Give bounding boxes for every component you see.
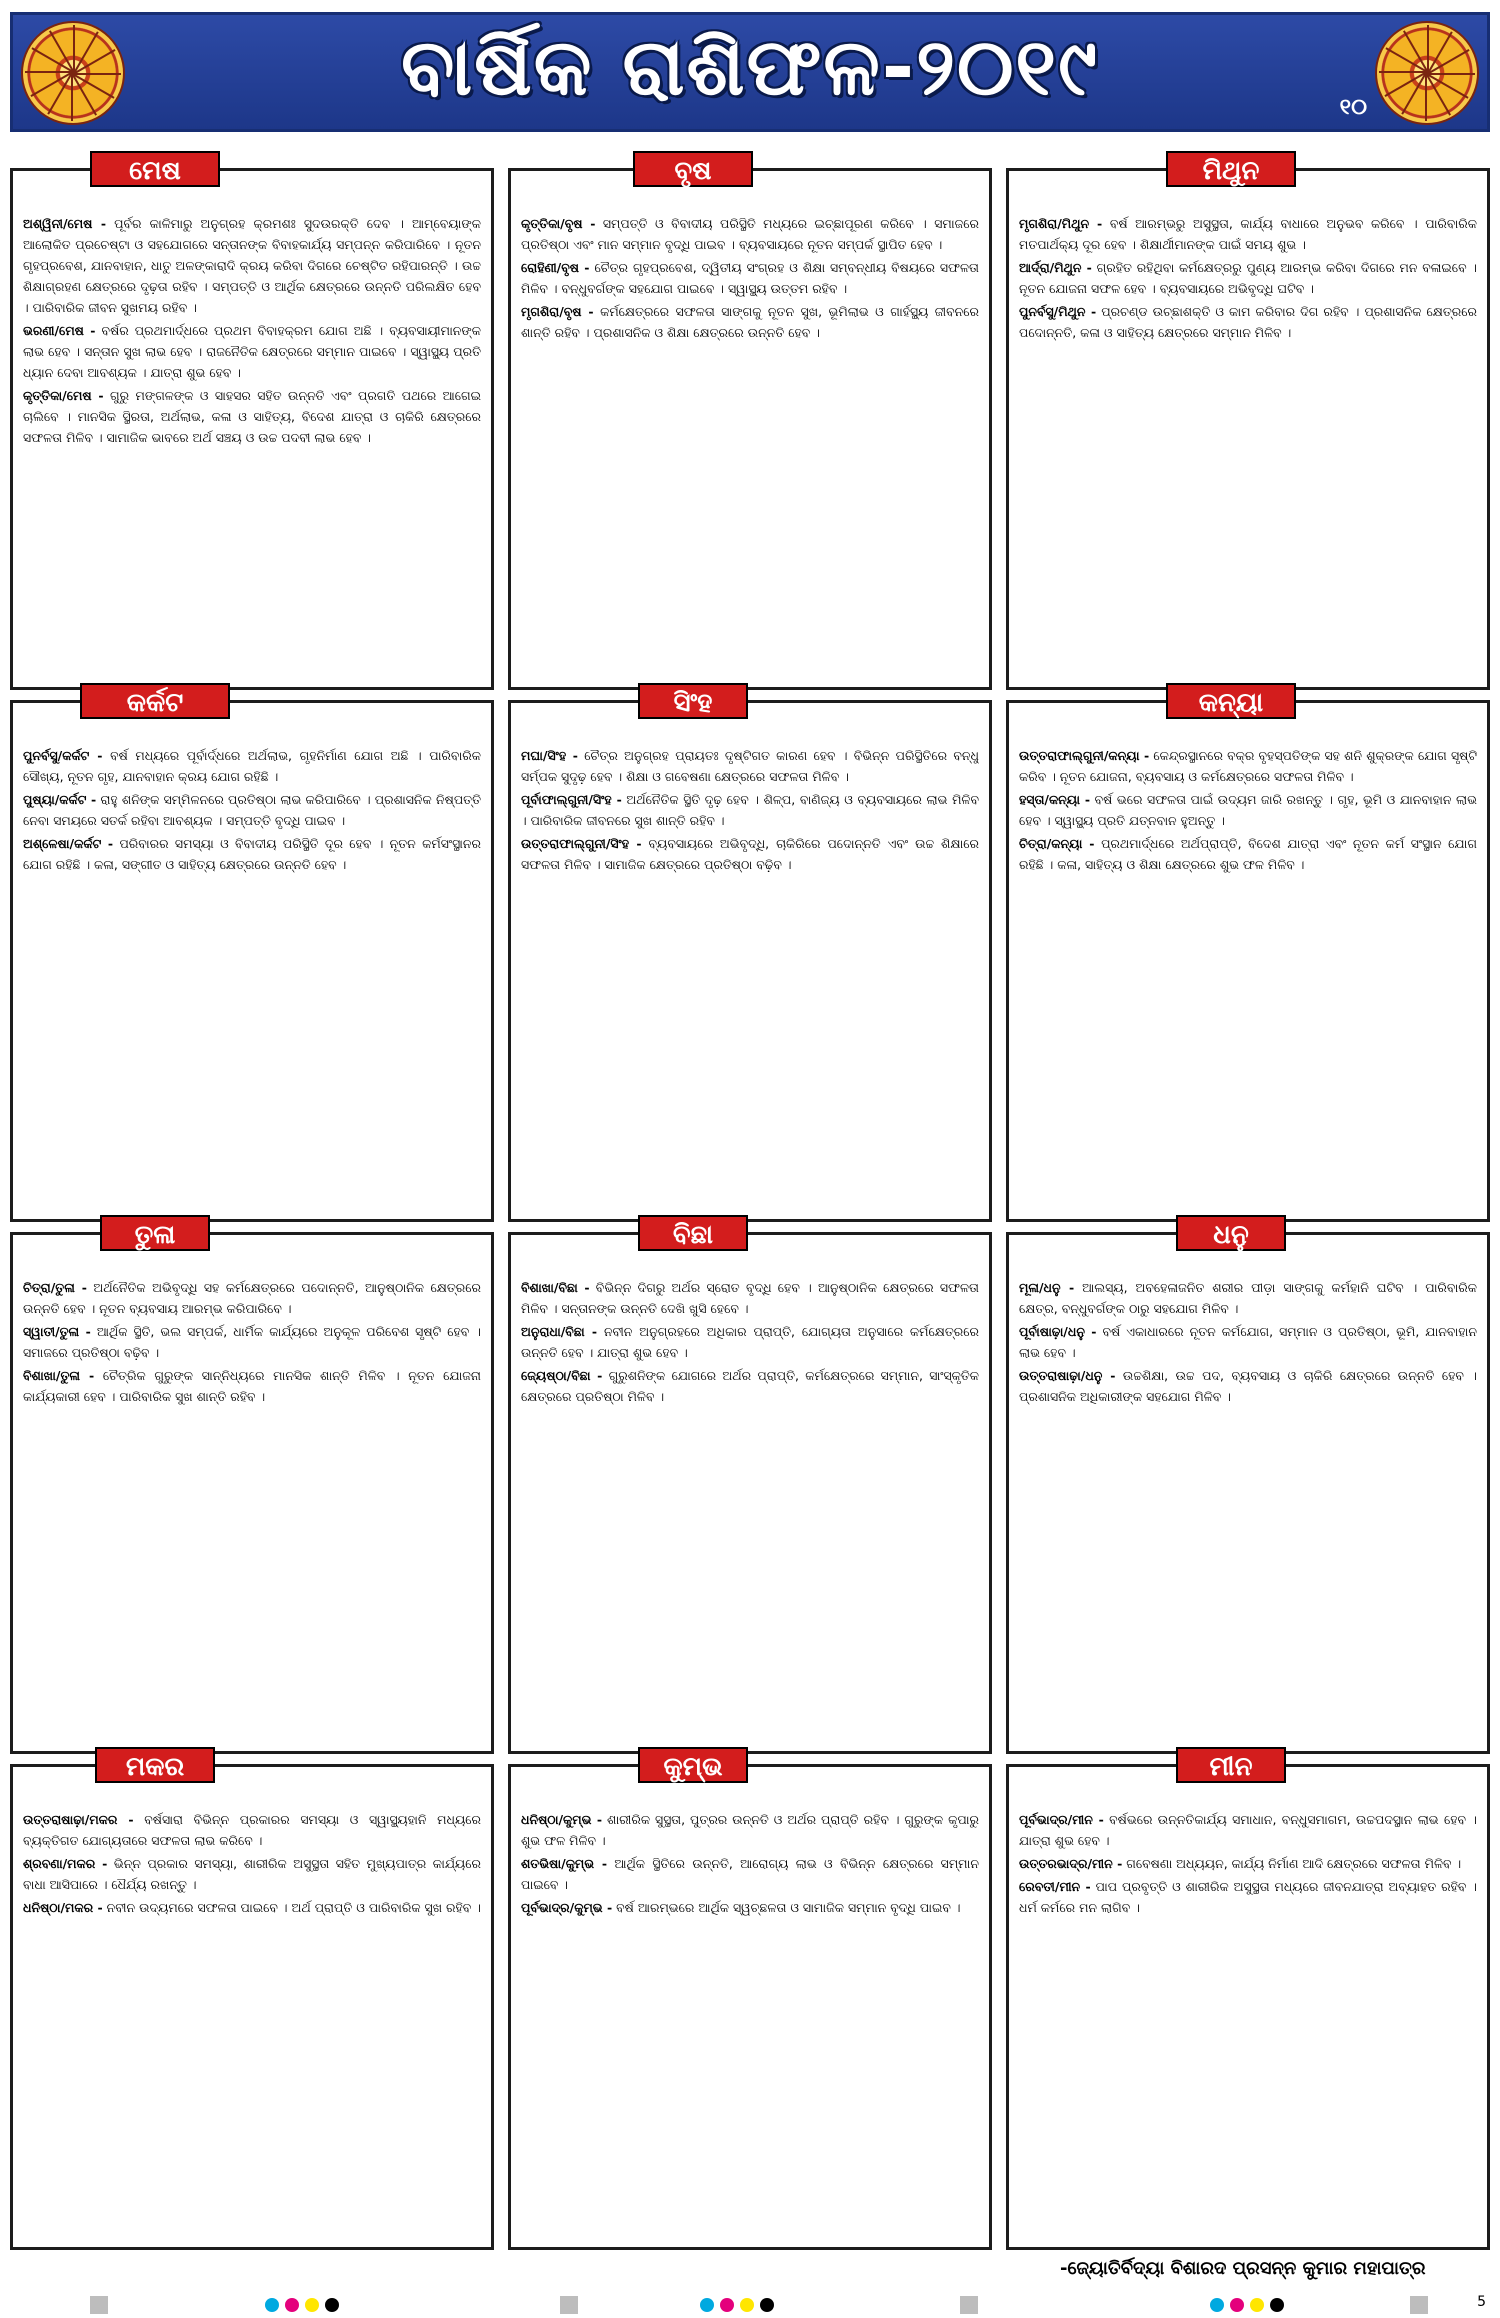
nakshatra-paragraph	[521, 257, 979, 299]
nakshatra-paragraph	[23, 833, 481, 875]
nakshatra-paragraph	[1019, 745, 1477, 787]
nakshatra-label: ମୃଗଶିରା/ବୃଷ -	[521, 304, 594, 319]
rashi-title: କୁମ୍ଭ	[638, 1747, 748, 1783]
nakshatra-label: ପୂର୍ବଭାଦ୍ର/କୁମ୍ଭ -	[521, 1900, 613, 1915]
nakshatra-paragraph	[23, 1809, 481, 1851]
nakshatra-label: ପୂର୍ବାଷାଢ଼ା/ଧନୁ -	[1019, 1324, 1097, 1339]
yellow-swatch	[305, 2298, 319, 2312]
nakshatra-label: ଅନୁରାଧା/ବିଛା -	[521, 1324, 598, 1339]
nakshatra-paragraph	[1019, 1365, 1477, 1407]
rashi-box	[1006, 688, 1490, 1222]
page-banner	[10, 12, 1490, 132]
rashi-box	[1006, 1220, 1490, 1754]
nakshatra-label: ସ୍ୱାତୀ/ତୁଳା -	[23, 1324, 91, 1339]
author-signature: -ଜ୍ୟୋତିର୍ବିଦ୍ୟା ବିଶାରଦ ପ୍ରସନ୍ନ କୁମାର ମହାପାତ୍ର	[1060, 2258, 1426, 2279]
nakshatra-text: ନବୀନ ଅନୁଗ୍ରହରେ ଅଧିକାର ପ୍ରାପ୍ତି, ଯୋଗ୍ୟତା ଅନୁସାରେ କର୍ମକ୍ଷେତ୍ରରେ ଉନ୍ନତି ହେବ । ଯାତ୍ରା ଶୁଭ ହେବ ।	[521, 1324, 979, 1360]
rashi-box	[508, 1752, 992, 2250]
zodiac-wheel-icon	[1375, 21, 1479, 125]
nakshatra-paragraph	[1019, 833, 1477, 875]
rashi-text	[521, 213, 979, 679]
rashi-title: କନ୍ୟା	[1166, 683, 1296, 719]
nakshatra-paragraph	[521, 745, 979, 787]
nakshatra-label: ପୂର୍ବାଫାଲ୍‌ଗୁନୀ/ସିଂହ -	[521, 792, 622, 807]
nakshatra-text: ପରିବାରର ସମସ୍ୟା ଓ ବିବାଦୀୟ ପରିସ୍ଥିତି ଦୂର ହେବ । ନୂତନ କର୍ମସଂସ୍ଥାନର ଯୋଗ ରହିଛି । କଳା, ସଙ୍ଗୀତ ଓ ସାହିତ୍ୟ କ୍ଷେତ୍ରରେ ଉନ୍ନତି ହେବ ।	[23, 836, 481, 872]
nakshatra-paragraph	[1019, 789, 1477, 831]
rashi-box	[10, 156, 494, 690]
nakshatra-text: ପ୍ରଥମାର୍ଦ୍ଧରେ ଅର୍ଥପ୍ରାପ୍ତି, ବିଦେଶ ଯାତ୍ରା ଏବଂ ନୂତନ କର୍ମ ସଂସ୍ଥାନ ଯୋଗ ରହିଛି । କଳା, ସାହିତ୍ୟ ଓ ଶିକ୍ଷା କ୍ଷେତ୍ରରେ ଶୁଭ ଫଳ ମିଳିବ ।	[1019, 836, 1477, 872]
magenta-swatch	[285, 2298, 299, 2312]
nakshatra-label: ପୁନର୍ବସୁ/କର୍କଟ -	[23, 748, 103, 763]
rashi-title: ସିଂହ	[638, 683, 748, 719]
nakshatra-paragraph	[521, 789, 979, 831]
wheel-spoke	[1425, 73, 1427, 121]
rashi-text	[1019, 745, 1477, 1211]
nakshatra-text: ପୂର୍ବର କାଳିମାରୁ ଅନୁଗ୍ରହ କ୍ରମଶଃ ସୁଦଉରକ୍ତି ଦେବ । ଆମ୍ବେୟାଙ୍କ ଆଲୋକିତ ପ୍ରଚେଷ୍ଟା ଓ ସହଯୋଗରେ ସନ୍ତାନଙ୍କ ବିବାହକାର୍ଯ୍ୟ ସମ୍ପନ୍ନ କରିପାରିବେ । ନୂତନ ଗୃହପ୍ରବେଶ, ଯାନବାହାନ, ଧାତୁ ଅଳଙ୍କାରାଦି କ୍ରୟ କରିବା ଦିଗରେ ଚେଷ୍ଟିତ ରହିପାରନ୍ତି । ଉଚ୍ଚ ଶିକ୍ଷାଗ୍ରହଣ କ୍ଷେତ୍ରରେ ଦୃଢ଼ତା ରହିବ । ସମ୍ପତ୍ତି ଓ ଆର୍ଥିକ କ୍ଷେତ୍ରରେ ଉନ୍ନତି ପରିଲକ୍ଷିତ ହେବ । ପାରିବାରିକ ଜୀବନ ସୁଖମୟ ରହିବ ।	[23, 216, 481, 315]
rashi-title: ତୁଳା	[100, 1215, 210, 1251]
nakshatra-label: ବିଶାଖା/ତୁଳା -	[23, 1368, 95, 1383]
rashi-title: ଧନୁ	[1176, 1215, 1286, 1251]
black-swatch	[1270, 2298, 1284, 2312]
nakshatra-text: ଭିନ୍ନ ପ୍ରକାର ସମସ୍ୟା, ଶାରୀରିକ ଅସୁସ୍ଥତା ସହିତ ମୁଖ୍ୟପାତ୍ର କାର୍ଯ୍ୟରେ ବାଧା ଆସିପାରେ । ଧୈର୍ଯ୍ୟ ରଖନ୍ତୁ ।	[23, 1856, 481, 1892]
nakshatra-paragraph	[1019, 257, 1477, 299]
rashi-title: ବିଛା	[638, 1215, 748, 1251]
nakshatra-text: ବର୍ଷ ଭରେ ସଫଳତା ପାଇଁ ଉଦ୍ୟମ ଜାରି ରଖନ୍ତୁ । ଗୃହ, ଭୂମି ଓ ଯାନବାହାନ ଲାଭ ହେବ । ସ୍ୱାସ୍ଥ୍ୟ ପ୍ରତି ଯତ୍ନବାନ ହୁଅନ୍ତୁ ।	[1019, 792, 1477, 828]
nakshatra-text: ବ୍ୟବସାୟରେ ଅଭିବୃଦ୍ଧି, ଚାକିରିରେ ପଦୋନ୍ନତି ଏବଂ ଉଚ୍ଚ ଶିକ୍ଷାରେ ସଫଳତା ମିଳିବ । ସାମାଜିକ କ୍ଷେତ୍ରରେ ପ୍ରତିଷ୍ଠା ବଢ଼ିବ ।	[521, 836, 979, 872]
nakshatra-text: ପାପ ପ୍ରବୃତ୍ତି ଓ ଶାରୀରିକ ଅସୁସ୍ଥତା ମଧ୍ୟରେ ଜୀବନଯାତ୍ରା ଅବ୍ୟାହତ ରହିବ । ଧର୍ମ କର୍ମରେ ମନ ଲାଗିବ ।	[1019, 1879, 1477, 1915]
rashi-title: ମେଷ	[90, 151, 220, 187]
black-swatch	[325, 2298, 339, 2312]
nakshatra-label: ଉତ୍ତରାଫାଲ୍‌ଗୁନୀ/କନ୍ୟା -	[1019, 748, 1150, 763]
rashi-text	[23, 1277, 481, 1743]
nakshatra-label: ବିଶାଖା/ବିଛା -	[521, 1280, 590, 1295]
nakshatra-paragraph	[521, 1897, 979, 1918]
rashi-box	[10, 1752, 494, 2250]
rashi-box	[508, 688, 992, 1222]
nakshatra-label: ଆର୍ଦ୍ରା/ମିଥୁନ -	[1019, 260, 1092, 275]
nakshatra-text: କେନ୍ଦ୍ରସ୍ଥାନରେ ବକ୍ର ବୃହସ୍ପତିଙ୍କ ସହ ଶନି ଶୁକ୍ରଙ୍କ ଯୋଗ ସୃଷ୍ଟି କରିବ । ନୂତନ ଯୋଜନା, ବ୍ୟବସାୟ ଓ କର୍ମକ୍ଷେତ୍ରରେ ସଫଳତା ମିଳିବ ।	[1019, 748, 1477, 784]
nakshatra-text: ପ୍ରଚଣ୍ଡ ଉଚ୍ଛାଶକ୍ତି ଓ କାମ କରିବାର ଦିଗ ରହିବ । ପ୍ରଶାସନିକ କ୍ଷେତ୍ରରେ ପଦୋନ୍ନତି, କଳା ଓ ସାହିତ୍ୟ କ୍ଷେତ୍ରରେ ସମ୍ମାନ ମିଳିବ ।	[1019, 304, 1477, 340]
nakshatra-paragraph	[521, 301, 979, 343]
rashi-box	[1006, 1752, 1490, 2250]
nakshatra-label: ରେବତୀ/ମୀନ -	[1019, 1879, 1091, 1894]
nakshatra-paragraph	[23, 1277, 481, 1319]
nakshatra-paragraph	[521, 1809, 979, 1851]
rashi-text	[521, 1277, 979, 1743]
yellow-swatch	[740, 2298, 754, 2312]
nakshatra-label: ଭରଣୀ/ମେଷ -	[23, 323, 96, 338]
registration-mark	[1410, 2296, 1428, 2314]
nakshatra-label: ଉତ୍ତରାଷାଢ଼ା/ଧନୁ -	[1019, 1368, 1116, 1383]
nakshatra-label: ପୂର୍ବଭାଦ୍ର/ମୀନ -	[1019, 1812, 1104, 1827]
nakshatra-text: ବିଭିନ୍ନ ଦିଗରୁ ଅର୍ଥର ସ୍ରୋତ ବୃଦ୍ଧି ହେବ । ଆନୁଷ୍ଠାନିକ କ୍ଷେତ୍ରରେ ସଫଳତା ମିଳିବ । ସନ୍ତାନଙ୍କ ଉନ୍ନତି ଦେଖି ଖୁସି ହେବେ ।	[521, 1280, 979, 1316]
registration-mark	[560, 2296, 578, 2314]
nakshatra-label: ଚିତ୍ରା/ତୁଳା -	[23, 1280, 87, 1295]
nakshatra-label: ପୁନର୍ବସୁ/ମିଥୁନ -	[1019, 304, 1097, 319]
cyan-swatch	[1210, 2298, 1224, 2312]
folio-number: 5	[1477, 2294, 1486, 2310]
nakshatra-paragraph	[521, 1277, 979, 1319]
registration-mark	[90, 2296, 108, 2314]
nakshatra-label: ମୂଳା/ଧନୁ -	[1019, 1280, 1075, 1295]
nakshatra-text: ବର୍ଷ ଏକାଧାରରେ ନୂତନ କର୍ମଯୋଗ, ସମ୍ମାନ ଓ ପ୍ରତିଷ୍ଠା, ଭୂମି, ଯାନବାହାନ ଲାଭ ହେବ ।	[1019, 1324, 1477, 1360]
nakshatra-label: କୃତ୍ତିକା/ବୃଷ -	[521, 216, 596, 231]
rashi-title: କର୍କଟ	[80, 683, 230, 719]
nakshatra-label: ଶତଭିଷା/କୁମ୍ଭ -	[521, 1856, 608, 1871]
rashi-box	[10, 688, 494, 1222]
rashi-text	[23, 1809, 481, 2239]
nakshatra-paragraph	[23, 789, 481, 831]
rashi-text	[1019, 1277, 1477, 1743]
nakshatra-paragraph	[23, 1897, 481, 1918]
rashi-text	[1019, 213, 1477, 679]
rashi-text	[1019, 1809, 1477, 2239]
rashi-box	[508, 1220, 992, 1754]
nakshatra-text: ଚୈତ୍ର ଗୃହପ୍ରବେଶ, ଦ୍ୱିତୀୟ ସଂଗ୍ରହ ଓ ଶିକ୍ଷା ସମ୍ବନ୍ଧୀୟ ବିଷୟରେ ସଫଳତା ମିଳିବ । ବନ୍ଧୁବର୍ଗଙ୍କ ସହଯୋଗ ପାଇବେ । ସ୍ୱାସ୍ଥ୍ୟ ଉତ୍ତମ ରହିବ ।	[521, 260, 979, 296]
nakshatra-paragraph	[23, 385, 481, 448]
wheel-spoke	[1384, 71, 1427, 97]
nakshatra-text: ବର୍ଷ ଆରମ୍ଭରେ ଆର୍ଥିକ ସ୍ୱଚ୍ଛଳତା ଓ ସାମାଜିକ ସମ୍ମାନ ବୃଦ୍ଧି ପାଇବ ।	[616, 1900, 961, 1915]
nakshatra-text: ବର୍ଷଭରେ ଉନ୍ନତିକାର୍ଯ୍ୟ ସମାଧାନ, ବନ୍ଧୁସମାଗମ, ଉଚ୍ଚପଦସ୍ଥାନ ଲାଭ ହେବ । ଯାତ୍ରା ଶୁଭ ହେବ ।	[1019, 1812, 1477, 1848]
nakshatra-text: ସମ୍ପତ୍ତି ଓ ବିବାଦୀୟ ପରିସ୍ଥିତି ମଧ୍ୟରେ ଇଚ୍ଛାପୂରଣ କରିବେ । ସମାଜରେ ପ୍ରତିଷ୍ଠା ଏବଂ ମାନ ସମ୍ମାନ ବୃଦ୍ଧି ପାଇବ । ବ୍ୟବସାୟରେ ନୂତନ ସମ୍ପର୍କ ସ୍ଥାପିତ ହେବ ।	[521, 216, 979, 252]
nakshatra-paragraph	[23, 1365, 481, 1407]
nakshatra-label: କୃତ୍ତିକା/ମେଷ -	[23, 388, 104, 403]
nakshatra-text: ବର୍ଷ ମଧ୍ୟରେ ପୂର୍ବାର୍ଦ୍ଧରେ ଅର୍ଥଲାଭ, ଗୃହନିର୍ମାଣ ଯୋଗ ଅଛି । ପାରିବାରିକ ସୌଖ୍ୟ, ନୂତନ ଗୃହ, ଯାନବାହାନ କ୍ରୟ ଯୋଗ ରହିଛି ।	[23, 748, 481, 784]
nakshatra-paragraph	[23, 1321, 481, 1363]
nakshatra-text: ରାହୁ ଶନିଙ୍କ ସମ୍ମିଳନରେ ପ୍ରତିଷ୍ଠା ଲାଭ କରିପାରିବେ । ପ୍ରଶାସନିକ ନିଷ୍ପତ୍ତି ନେବା ସମୟରେ ସତର୍କ ରହିବା ଆବଶ୍ୟକ । ସମ୍ପତ୍ତି ବୃଦ୍ଧି ପାଇବ ।	[23, 792, 481, 828]
nakshatra-paragraph	[1019, 213, 1477, 255]
nakshatra-label: ଧନିଷ୍ଠା/ମକର -	[23, 1900, 103, 1915]
nakshatra-text: କର୍ମକ୍ଷେତ୍ରରେ ସଫଳତା ସାଙ୍ଗକୁ ନୂତନ ସୁଖ, ଭୂମିଲାଭ ଓ ଗାର୍ହସ୍ଥ୍ୟ ଜୀବନରେ ଶାନ୍ତି ରହିବ । ପ୍ରଶାସନିକ ଓ ଶିକ୍ଷା କ୍ଷେତ୍ରରେ ଉନ୍ନତି ହେବ ।	[521, 304, 979, 340]
nakshatra-paragraph	[1019, 1876, 1477, 1918]
wheel-spoke	[1427, 25, 1429, 73]
nakshatra-paragraph	[1019, 1321, 1477, 1363]
nakshatra-paragraph	[23, 320, 481, 383]
nakshatra-text: ନବୀନ ଉଦ୍ୟମରେ ସଫଳତା ପାଇବେ । ଅର୍ଥ ପ୍ରାପ୍ତି ଓ ପାରିବାରିକ ସୁଖ ରହିବ ।	[106, 1900, 481, 1915]
rashi-box	[508, 156, 992, 690]
nakshatra-label: ଉତ୍ତରାଷାଢ଼ା/ମକର -	[23, 1812, 134, 1827]
nakshatra-text: ବର୍ଷସାରା ବିଭିନ୍ନ ପ୍ରକାରର ସମସ୍ୟା ଓ ସ୍ୱାସ୍ଥ୍ୟହାନି ମଧ୍ୟରେ ବ୍ୟକ୍ତିଗତ ଯୋଗ୍ୟତାରେ ସଫଳତା ଲାଭ କରିବେ ।	[23, 1812, 481, 1848]
magenta-swatch	[1230, 2298, 1244, 2312]
nakshatra-paragraph	[23, 213, 481, 318]
nakshatra-text: ଚୈତ୍ର ଅନୁଗ୍ରହ ପ୍ରାୟତଃ ଦୃଷ୍ଟିଗତ କାରଣ ହେବ । ବିଭିନ୍ନ ପରିସ୍ଥିତିରେ ବନ୍ଧୁ ସର୍ମ୍ପକ ସୁଦୃଢ଼ ହେବ । ଶିକ୍ଷା ଓ ଗବେଷଣା କ୍ଷେତ୍ରରେ ସଫଳତା ମିଳିବ ।	[521, 748, 979, 784]
nakshatra-text: ବର୍ଷ ଆରମ୍ଭରୁ ଅସୁସ୍ଥତା, କାର୍ଯ୍ୟ ବାଧାରେ ଅନୁଭବ କରିବେ । ପାରିବାରିକ ମତପାର୍ଥକ୍ୟ ଦୂର ହେବ । ଶିକ୍ଷାର୍ଥୀମାନଙ୍କ ପାଇଁ ସମୟ ଶୁଭ ।	[1019, 216, 1477, 252]
black-swatch	[760, 2298, 774, 2312]
nakshatra-text: ବର୍ଷର ପ୍ରଥମାର୍ଦ୍ଧରେ ପ୍ରଥମ ବିବାହକ୍ରମ ଯୋଗ ଅଛି । ବ୍ୟବସାୟୀମାନଙ୍କ ଲାଭ ହେବ । ସନ୍ତାନ ସୁଖ ଲାଭ ହେବ । ରାଜନୈତିକ କ୍ଷେତ୍ରରେ ସମ୍ମାନ ପାଇବେ । ସ୍ୱାସ୍ଥ୍ୟ ପ୍ରତି ଧ୍ୟାନ ଦେବା ଆବଶ୍ୟକ । ଯାତ୍ରା ଶୁଭ ହେବ ।	[23, 323, 481, 380]
print-footer	[0, 2290, 1500, 2318]
nakshatra-text: ଚୈତ୍ରିକ ଗୁରୁଙ୍କ ସାନ୍ନିଧ୍ୟରେ ମାନସିକ ଶାନ୍ତି ମିଳିବ । ନୂତନ ଯୋଜନା କାର୍ଯ୍ୟକାରୀ ହେବ । ପାରିବାରିକ ସୁଖ ଶାନ୍ତି ରହିବ ।	[23, 1368, 481, 1404]
nakshatra-label: ଅଶ୍ଳେଷା/କର୍କଟ -	[23, 836, 114, 851]
cyan-swatch	[265, 2298, 279, 2312]
nakshatra-text: ଶାରୀରିକ ସୁସ୍ଥତା, ପୁତ୍ରର ଉନ୍ନତି ଓ ଅର୍ଥର ପ୍ରାପ୍ତି ରହିବ । ଗୁରୁଙ୍କ କୃପାରୁ ଶୁଭ ଫଳ ମିଳିବ ।	[521, 1812, 979, 1848]
nakshatra-label: ମୃଗଶିରା/ମିଥୁନ -	[1019, 216, 1103, 231]
rashi-text	[521, 1809, 979, 2239]
yellow-swatch	[1250, 2298, 1264, 2312]
nakshatra-paragraph	[1019, 1853, 1477, 1874]
nakshatra-text: ଗୁରୁଶନିଙ୍କ ଯୋଗରେ ଅର୍ଥର ପ୍ରାପ୍ତି, କର୍ମକ୍ଷେତ୍ରରେ ସମ୍ମାନ, ସାଂସ୍କୃତିକ କ୍ଷେତ୍ରରେ ପ୍ରତିଷ୍ଠା ମିଳିବ ।	[521, 1368, 979, 1404]
nakshatra-paragraph	[1019, 301, 1477, 343]
page-title: ବାର୍ଷିକ ରାଶିଫଳ-୨୦୧୯	[401, 23, 1099, 113]
rashi-title: ମକର	[95, 1747, 215, 1783]
nakshatra-text: ଗୁରୁ ମଙ୍ଗଳଙ୍କ ଓ ସାହସର ସହିତ ଉନ୍ନତି ଏବଂ ପ୍ରଗତି ପଥରେ ଆଗେଇ ଚାଲିବେ । ମାନସିକ ସ୍ଥିରତା, ଅର୍ଥଲାଭ, କଳା ଓ ସାହିତ୍ୟ, ବିଦେଶ ଯାତ୍ରା ଓ ଚାକିରି କ୍ଷେତ୍ରରେ ସଫଳତା ମିଳିବ । ସାମାଜିକ ଭାବରେ ଅର୍ଥ ସଞ୍ଚୟ ଓ ଉଚ୍ଚ ପଦବୀ ଲାଭ ହେବ ।	[23, 388, 481, 445]
nakshatra-paragraph	[521, 213, 979, 255]
rashi-title: ବୃଷ	[633, 151, 753, 187]
nakshatra-paragraph	[23, 745, 481, 787]
nakshatra-paragraph	[23, 1853, 481, 1895]
wheel-spoke	[1379, 71, 1427, 73]
nakshatra-text: ଗ୍ରହିତ ରହିଥିବା କର୍ମକ୍ଷେତ୍ରରୁ ପୁଣ୍ୟ ଆରମ୍ଭ କରିବା ଦିଗରେ ମନ ବଳାଇବେ । ନୂତନ ଯୋଜନା ସଫଳ ହେବ । ବ୍ୟବସାୟରେ ଅଭିବୃଦ୍ଧି ଘଟିବ ।	[1019, 260, 1477, 296]
nakshatra-paragraph	[1019, 1809, 1477, 1851]
magenta-swatch	[720, 2298, 734, 2312]
registration-mark	[960, 2296, 978, 2314]
rashi-title: ମିଥୁନ	[1166, 151, 1296, 187]
nakshatra-label: ହସ୍ତା/କନ୍ୟା -	[1019, 792, 1091, 807]
nakshatra-label: ଶ୍ରବଣା/ମକର -	[23, 1856, 108, 1871]
page-number: ୧୦	[1339, 95, 1367, 120]
nakshatra-label: ପୁଷ୍ୟା/କର୍କଟ -	[23, 792, 97, 807]
nakshatra-paragraph	[521, 1853, 979, 1895]
cyan-swatch	[700, 2298, 714, 2312]
nakshatra-label: ଉତ୍ତରାଫାଲ୍‌ଗୁନୀ/ସିଂହ -	[521, 836, 642, 851]
nakshatra-text: ଅର୍ଥନୈତିକ ଅଭିବୃଦ୍ଧି ସହ କର୍ମକ୍ଷେତ୍ରରେ ପଦୋନ୍ନତି, ଆନୁଷ୍ଠାନିକ କ୍ଷେତ୍ରରେ ଉନ୍ନତି ହେବ । ନୂତନ ବ୍ୟବସାୟ ଆରମ୍ଭ କରିପାରିବେ ।	[23, 1280, 481, 1316]
nakshatra-text: ଉଚ୍ଚଶିକ୍ଷା, ଉଚ୍ଚ ପଦ, ବ୍ୟବସାୟ ଓ ଚାକିରି କ୍ଷେତ୍ରରେ ଉନ୍ନତି ହେବ । ପ୍ରଶାସନିକ ଅଧିକାରୀଙ୍କ ସହଯୋଗ ମିଳିବ ।	[1019, 1368, 1477, 1404]
nakshatra-label: ଅଶ୍ୱିନୀ/ମେଷ -	[23, 216, 107, 231]
rashi-box	[1006, 156, 1490, 690]
nakshatra-label: ଚିତ୍ରା/କନ୍ୟା -	[1019, 836, 1095, 851]
nakshatra-label: ଧନିଷ୍ଠା/କୁମ୍ଭ -	[521, 1812, 603, 1827]
rashi-title: ମୀନ	[1176, 1747, 1286, 1783]
rashi-text	[23, 745, 481, 1211]
nakshatra-text: ଆର୍ଥିକ ସ୍ଥିତି, ଭଲ ସମ୍ପର୍କ, ଧାର୍ମିକ କାର୍ଯ୍ୟରେ ଅନୁକୂଳ ପରିବେଶ ସୃଷ୍ଟି ହେବ । ସମାଜରେ ପ୍ରତିଷ୍ଠା ବଢ଼ିବ ।	[23, 1324, 481, 1360]
nakshatra-text: ଆର୍ଥିକ ସ୍ଥିତିରେ ଉନ୍ନତି, ଆରୋଗ୍ୟ ଲାଭ ଓ ବିଭିନ୍ନ କ୍ଷେତ୍ରରେ ସମ୍ମାନ ପାଇବେ ।	[521, 1856, 979, 1892]
nakshatra-label: ଜ୍ୟେଷ୍ଠା/ବିଛା -	[521, 1368, 603, 1383]
nakshatra-label: ମଘା/ସିଂହ -	[521, 748, 578, 763]
nakshatra-text: ଆଲସ୍ୟ, ଅବହେଳାଜନିତ ଶରୀର ପୀଡ଼ା ସାଙ୍ଗକୁ କର୍ମହାନି ଘଟିବ । ପାରିବାରିକ କ୍ଷେତ୍ର, ବନ୍ଧୁବର୍ଗଙ୍କ ଠାରୁ ସହଯୋଗ ମିଳିବ ।	[1019, 1280, 1477, 1316]
wheel-spoke	[1427, 73, 1475, 75]
nakshatra-paragraph	[521, 833, 979, 875]
nakshatra-label: ରୋହିଣୀ/ବୃଷ -	[521, 260, 590, 275]
nakshatra-paragraph	[521, 1321, 979, 1363]
nakshatra-paragraph	[521, 1365, 979, 1407]
nakshatra-text: ଅର୍ଥନୈତିକ ସ୍ଥିତି ଦୃଢ଼ ହେବ । ଶିଳ୍ପ, ବାଣିଜ୍ୟ ଓ ବ୍ୟବସାୟରେ ଲାଭ ମିଳିବ । ପାରିବାରିକ ଜୀବନରେ ସୁଖ ଶାନ୍ତି ରହିବ ।	[521, 792, 979, 828]
rashi-text	[23, 213, 481, 679]
rashi-box	[10, 1220, 494, 1754]
rashi-text	[521, 745, 979, 1211]
nakshatra-label: ଉତ୍ତରଭାଦ୍ର/ମୀନ -	[1019, 1856, 1123, 1871]
nakshatra-paragraph	[1019, 1277, 1477, 1319]
nakshatra-text: ଗବେଷଣା ଅଧ୍ୟୟନ, କାର୍ଯ୍ୟ ନିର୍ମାଣ ଆଦି କ୍ଷେତ୍ରରେ ସଫଳତା ମିଳିବ ।	[1126, 1856, 1462, 1871]
